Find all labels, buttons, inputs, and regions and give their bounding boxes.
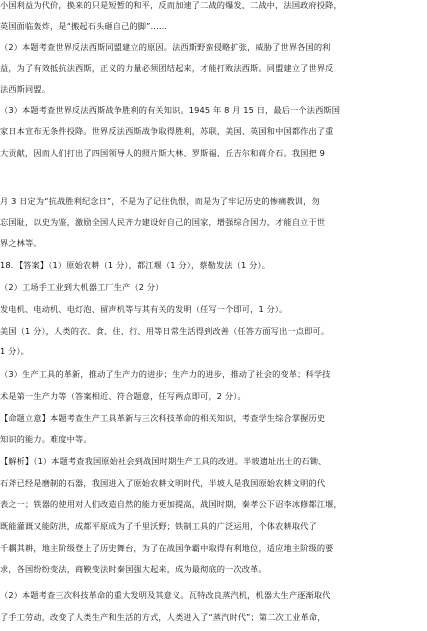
text-line: 家日本宣布无条件投降。世界反法西斯战争取得胜利，苏联、美国、英国和中国都作出了重 (0, 126, 334, 136)
text-line: 既能灌溉又能防洪，成都平原成为了千里沃野；铁制工具的广泛运用，个体农耕取代了 (0, 521, 317, 531)
text-line: 表之一；铁器的使用对人们改造自然的能力更加提高，战国时期，秦孝公下诏李冰修都江堰， (0, 499, 342, 509)
text-line: 术是第一生产力等（答案相近、符合题意，任写两点即可，2 分）。 (0, 391, 246, 401)
analysis-line: 【解析】（1）本题考查我国原始社会到战国时期生产工具的改进。半坡遗址出土的石锄、 (0, 456, 327, 466)
text-line: （3）生产工具的革新，推动了生产力的进步；生产力的进步，推动了社会的变革；科学技 (0, 369, 331, 379)
text-line: 发电机、电动机、电灯泡、留声机等与其有关的发明（任写一个即可，1 分）。 (0, 304, 288, 314)
text-line: （2）工场手工业到大机器工厂生产（2 分） (0, 282, 164, 292)
text-line: （3）本题考查世界反法西斯战争胜利的有关知识。1945 年 8 月 15 日，最后一个法西斯国 (0, 105, 341, 115)
text-line: 忘国耻，以史为鉴，激励全国人民齐力建设好自己的国家，增强综合国力，才能自立于世 (0, 217, 326, 227)
text-line: 小国利益为代价，换来的只是短暂的和平，反而加速了二战的爆发，二战中，法国政府投降， (0, 0, 342, 10)
answer-heading-line: 18．【答案】（1）原始农耕（1 分），都江堰（1 分），蔡勒发法（1 分）。 (0, 260, 271, 270)
blank-line (0, 172, 427, 183)
text-line: 大贡献，因而人们打出了四国领导人的照片斯大林、罗斯福、丘吉尔和蒋介石。我国把 9 (0, 148, 325, 158)
text-line: 益，为了有效抵抗法西斯，正义的力量必须团结起来，才能打败法西斯。同盟建立了世界反 (0, 63, 334, 73)
text-line: 石斧已经是磨制的石器，我国进入了原始农耕文明时代，半坡人是我国原始农耕文明的代 (0, 478, 326, 488)
text-line: 求，各国纷纷变法，商鞅变法时秦国强大起来，成为最彻底的一次改革。 (0, 564, 267, 574)
text-line: 界之林等。 (0, 238, 42, 248)
intent-line: 【命题立意】本题考查生产工具革新与三次科技革命的相关知识，考查学生综合掌握历史 (0, 413, 326, 423)
text-line: 1 分）。 (0, 346, 30, 356)
text-line: 法西斯同盟。 (0, 84, 51, 94)
text-line: 美国（1 分），人类的衣、食、住、行、用等日常生活得到改善（任答方面写出一点即可。 (0, 326, 330, 336)
text-line: 知识的能力。难度中等。 (0, 434, 92, 444)
text-line: （2）本题考查三次科技革命的重大发明及其意义。瓦特改良蒸汽机，机器大生产逐渐取代 (0, 590, 331, 600)
text-line: 英国面临轰炸，是“搬起石头砸自己的脚”…… (0, 21, 168, 31)
text-line: （2）本题考查世界反法西斯同盟建立的原因。法西斯野蛮侵略扩张，威胁了世界各国的利 (0, 42, 331, 52)
text-line: 千耦其耕，地主阶级登上了历史舞台，为了在战国争霸中取得有利地位，适应地主阶级的要 (0, 543, 334, 553)
text-line: 月 3 日定为“抗战胜利纪念日”，不是为了记住仇恨，而是为了牢记历史的惨痛教训，勿 (0, 196, 320, 206)
text-line: 了手工劳动，改变了人类生产和生活的方式，人类进入了“蒸汽时代”；第二次工业革命， (0, 612, 326, 622)
